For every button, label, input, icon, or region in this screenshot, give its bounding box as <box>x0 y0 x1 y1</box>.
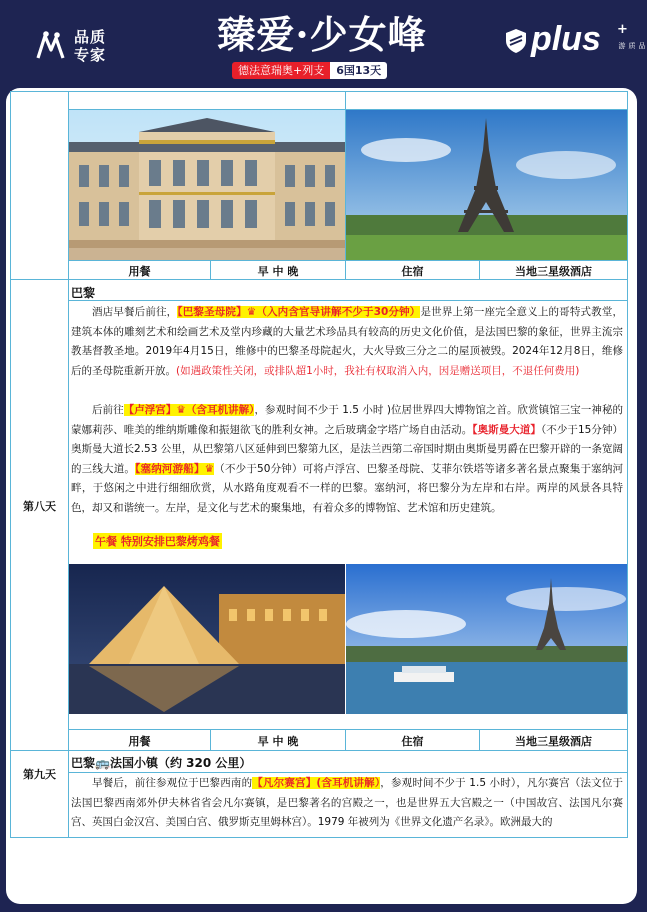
row-divider <box>11 279 68 280</box>
meals-label: 用餐 <box>128 265 151 278</box>
row-divider <box>68 729 627 730</box>
row-divider <box>68 300 627 301</box>
row-divider <box>68 772 627 773</box>
versailles-palace-photo <box>69 110 345 260</box>
hotel-value: 当地三星级酒店 <box>515 735 592 748</box>
row-divider <box>68 279 627 280</box>
seine-river-photo <box>346 564 627 714</box>
text-span: （不少于50分钟）可将卢浮宫、巴黎圣母院、艾菲尔铁塔等诸多著名景点聚集于塞纳河畔，于悠闲之中进行细细欣赏，从水路角度观看不一样的巴黎。塞纳河，将巴黎分为左岸和右岸。两岸的风景各具特色，却又和谐统一。左岸，是文化与艺术的聚集地，有着众多的博物馆、艺术馆和历史建筑。 <box>71 462 624 514</box>
text-span: ，参观时间不少于 1.5 小时 )位居世界四大博物馆之首。欣赏镇馆三宝一神秘的蒙娜莉莎、唯美的维纳斯雕像和振翅欲飞的胜利女神。之后玻璃金字塔广场自由活动。 <box>71 404 624 436</box>
day9-paragraph-1 <box>71 774 623 833</box>
day9-title: 巴黎🚌法国小镇（约 320 公里） <box>71 756 252 770</box>
day8-paragraph-2 <box>71 401 623 518</box>
text-span: 是世界上第一座完全意义上的哥特式教堂，建筑本体的雕刻艺术和绘画艺术及堂内珍藏的大量艺术珍品具有较高的历史文化价值，是法国巴黎的象征，世界主流宗教基督教圣地。2019年4月15日，维修中的巴黎圣母院起火，大火导致三分之二的屋顶被毁。2024年12月8日，维修后的圣母院重新开放。 <box>71 306 624 377</box>
route-badge <box>232 62 387 79</box>
eiffel-tower-photo <box>346 110 627 260</box>
louvre-highlight: 【卢浮宫】♛（含耳机讲解） <box>123 404 255 416</box>
brand-name-line2: 专家 <box>74 46 107 64</box>
duration-text: 6国13天 <box>330 62 387 79</box>
day8-paragraph-1 <box>71 303 623 381</box>
meals-value: 早 中 晚 <box>257 265 299 278</box>
text-span: ，参观时间不少于 1.5 小时），凡尔赛宫（法文位于法国巴黎西南郊外伊夫林省省会凡尔赛镇，是巴黎著名的宫殿之一，也是世界五大宫殿之一（中国故宫、法国凡尔赛宫、英国白金汉宫、美国白宫、俄罗斯克里姆林宫）。1979 年被列为《世界文化遗产名录》。欧洲最大的 <box>71 777 624 828</box>
text-span: 早餐后，前往参观位于巴黎西南的 <box>92 777 253 789</box>
shield-icon <box>505 28 527 54</box>
brand-mark-icon <box>36 30 70 60</box>
plus-logo-mark: + <box>617 22 628 37</box>
text-span: 后前往 <box>92 404 124 416</box>
day-label-8: 第八天 <box>23 500 56 513</box>
notice-text: (如遇政策性关闭，或排队超1小时，我社有权取消入内，因是赠送项目，不退任何费用) <box>176 364 580 377</box>
seine-cruise-highlight: 【塞纳河游船】♛ <box>135 462 215 475</box>
route-text: 德法意瑞奥+列支 <box>232 62 330 79</box>
row-divider <box>11 750 68 751</box>
page-header <box>0 0 646 88</box>
page-title: 臻爱·少女峰 <box>217 12 427 57</box>
hotel-value: 当地三星级酒店 <box>515 265 592 278</box>
row-divider <box>68 260 627 261</box>
haussmann-label: 【奥斯曼大道】 <box>472 423 541 436</box>
text-span: （不少于15分钟）奥斯曼大道长2.53 公里，从巴黎第八区延伸到巴黎第九区，是法兰西第二帝国时期由奥斯曼男爵在巴黎开辟的一条宽阔的三线大道。 <box>71 423 624 475</box>
day-label-9: 第九天 <box>23 768 56 781</box>
row-divider <box>68 750 627 751</box>
hotel-label: 住宿 <box>401 735 424 748</box>
day8-title: 巴黎 <box>71 286 96 300</box>
itinerary-page <box>6 88 637 904</box>
text-span: 酒店早餐后前往， <box>92 306 178 318</box>
meals-label: 用餐 <box>128 735 151 748</box>
notre-dame-highlight: 【巴黎圣母院】♛（入内含官导讲解不少于30分钟） <box>177 306 421 318</box>
meals-value: 早 中 晚 <box>257 735 299 748</box>
brand-name-line1: 品质 <box>74 28 107 46</box>
itinerary-table <box>10 91 628 838</box>
lunch-note: 午餐 特别安排巴黎烤鸡餐 <box>95 535 220 548</box>
plus-logo-small-text: 品质游 <box>618 42 646 49</box>
louvre-pyramid-photo <box>69 564 345 714</box>
versailles-highlight: 【凡尔赛宫】(含耳机讲解） <box>252 777 381 789</box>
plus-logo-text: plus <box>531 20 601 58</box>
hotel-label: 住宿 <box>401 265 424 278</box>
